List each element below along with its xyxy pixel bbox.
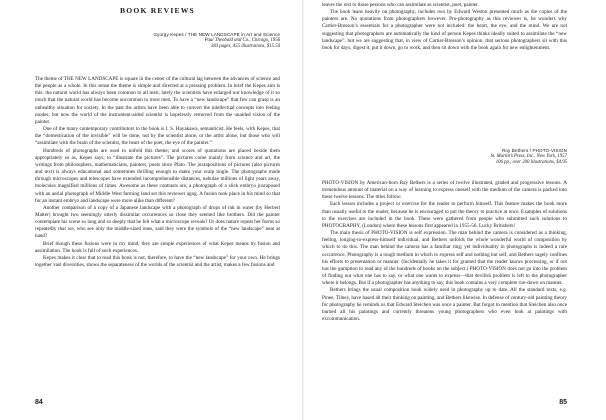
paragraph: Bethers brings the usual composition book widely used in photography up to date. All the standard texts, e.g. Pinee, Tilney, have based all their thinking on painting, and Bethers likewise. In defense of century-old painting theory for photography he reminds us that Edward Steichen was once a painter. But forgot to mention that Steichen also once burned all his paintings and currently threatens young photographers who even look at paintings with excommunication. [322,287,567,322]
paragraph: Brief though these fusions were in my mind, they are simple experiences of what Kepes means by fusion and assimilation. The book is full of such experiences. [35,240,280,254]
review-citation-kepes [153,32,280,50]
paragraph: The main thesis of PHOTO-VISION is self expression. The man behind the camera is considered as a thinking, feeling, longing-to-express-himself individual, and Bethers unfolds the whole wonderful world of composition by which to do this. The man behind the camera has a familiar ring; yet individuality in photographs is indeed a rare occurrence. Photography is a tough medium in which to express self and nothing but self, and Bethers sagely confines his efforts to presentation or manner. (Incidentally he takes it for granted that the reader knows processing, or if not has the gumption to read any of the hundreds of books on the subject.) PHOTO-VISION does not go into the problem of finding out what one has to say, or what one wants to express—that devilish problem is left to the photographer where it belongs. But if a photographer has anything to say, this book contains a very complete run-down on manner. [322,230,567,287]
page-gutter [302,0,304,420]
page-number: 84 [35,399,43,406]
left-page [35,0,280,420]
review-details: 106 pp., over 200 illustrations, $4.95 [495,160,567,166]
section-title: BOOK REVIEWS [120,6,195,15]
review-publisher: Paul Theobald and Co., Chicago, 1956 [204,37,280,43]
paragraph: PHOTO-VISION by American-born Ray Bethers is a series of twelve illustrated, graded and progressive lessons. A tremendous amount of material on a way of learning to express oneself with the medium of the camera is packed into these twelve lessons. The titles follow: [322,180,567,201]
review-publisher: St. Martin’s Press, Inc., New York, 1957 [490,153,567,159]
paragraph: Hundreds of photographs are used to unfold this theme; and scores of quotations are placed beside them appropriately so as, Kepes says, to “illustrate the pictures”. The pictures come mainly from science and art, the writings from philosophers, mathematicians, painters, poets since Plato. The juxtapositions of pictures (also pictures and text) is always educational and sometimes thrilling enough to make your scalp tingle. The photographs made through microscopes and telescopes have extended incomprehensible distances, nebulae millions of light years away, molecules magnified millions of times. Awesome as these contrasts are, a photograph of a slick embryo juxtaposed with an aerial photograph of Middle West farming land set this reviewer agog. A fusion took place in his mind so that for an instant embryo and landscape were more alike than different? [35,147,280,204]
paragraph: Another comparison of a copy of a Japanese landscape with a photograph of drops of ink in water (by Herbert Matter) brought two seemingly utterly dissimilar occurrences so close they seemed like brothers. Did the painter contemplate his scene so long and so deeply that he felt what a microscope reveals? Or does nature repeat her forms so repeatedly that we, who see only the middle-sized ones, said they were the symbols of the “new landscape” near at hand? [35,204,280,240]
paragraph: Kepes makes it clear that to read this book is not, therefore, to have the “new landscape” for your own. He brings together vast diversities, shows the separateness of the worlds of the scientist and the artist, makes a few fusions and [35,254,280,269]
paragraph: Each lesson includes a project or exercise for the reader to perform himself. This feature makes the book more than usually useful to the reader, because he is encouraged to put the theory to practice at once. Examples of solutions to the exercises are included in the book. These were gathered from people who submitted such solutions to PHOTOGRAPHY, (London) where these lessons first appeared in 1955-56. Lucky Britishers! [322,201,567,229]
review-heading: Gyorgy Kepes / THE NEW LANDSCAPE in Art and Science [153,32,280,37]
right-page [322,0,567,420]
review-body-bethers [322,180,567,323]
review-citation-bethers [491,148,567,166]
review-body-kepes [35,76,280,269]
paragraph: One of the many contemporary contributors to the book is I. S. Hayakawa, semanticist. He feels, with Kepes, that the “domestication of the invisible” will be done, not by the scientist alone, or the artist alone, but those who will “assimilate with the brain of the scientist, the heart of the poet, the eye of the painter.” [35,126,280,147]
review-details: 383 pages, 455 illustrations, $15.50 [210,44,280,50]
review-heading: Roy Bethers / PHOTO-VISION [501,148,567,153]
review-body-kepes-continued [322,2,567,52]
paragraph: The theme of THE NEW LANDSCAPE is square in the center of the cultural lag between the advances of science and the people as a whole. In this sense the theme is simple and directed at a pressing problem. In brief the Kepes aim is this: the natural world has always been common to all men; lately the scientists have enlarged our knowledge of it so much that the natural world has become uncommon to most men. To have a “new landscape” that few can grasp is an unhealthy situation for society. In the past the artists have been able to convert the intellectual concepts into feeling modes; but now the world of the instrument-aided scientist is hopelessly removed from the unaided vision of the painter. [35,76,280,125]
paragraph: The book leans heavily on photography, includes two by Edward Weston presented much as the copies of the painters are. No quotations from photographers however. Pro-photography as this reviewer is, he wonders why Cartier-Bresson’s essentials for a photographer were not included: the heart, the eye, and the mind. We are not suggesting that photographers are automatically the kind of person Kepes thinks ideally suited to assimilate the “new landscape”, but we are suggesting that, in view of Cartier-Bresson’s opinion, that serious photographers sit with this book for days, digest it, put it down, go to work, and then sit down with the book again for new enlightenment. [322,9,567,51]
page-number: 85 [559,399,567,406]
paragraph: leaves the rest to those persons who can assimilate as scientist, poet, painter. [322,2,479,8]
